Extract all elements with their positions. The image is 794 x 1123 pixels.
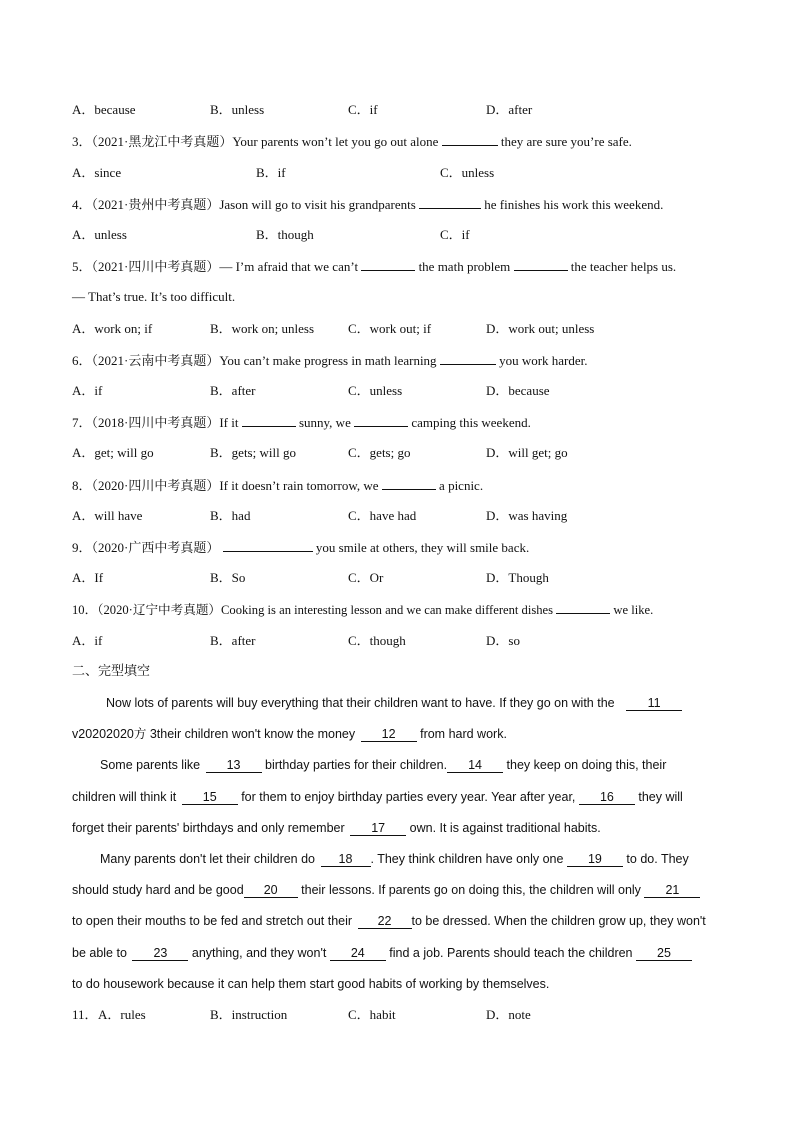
passage-line-5: forget their parents' birthdays and only remember 17 own. It is against traditional habits. xyxy=(72,821,601,835)
q10-blank xyxy=(556,601,610,614)
blank-19: 19 xyxy=(567,853,623,867)
q4-blank xyxy=(419,196,481,209)
q7-option-d: D．will get; go xyxy=(486,445,568,460)
q2-option-c: C．if xyxy=(348,102,378,117)
q4-option-a: A．unless xyxy=(72,227,127,242)
blank-16: 16 xyxy=(579,791,635,805)
blank-20: 20 xyxy=(244,884,298,898)
q7-option-b: B．gets; will go xyxy=(210,445,296,460)
blank-14: 14 xyxy=(447,759,503,773)
passage-line-6: Many parents don't let their children do 18 . They think children have only one 19 to do. They xyxy=(100,852,689,866)
q5-option-d: D．work out; unless xyxy=(486,321,595,336)
blank-23: 23 xyxy=(132,947,188,961)
blank-11: 11 xyxy=(626,697,682,711)
q5-stem: 5．（2021·四川中考真题）— I’m afraid that we can’t the math problem the teacher helps us. xyxy=(72,259,677,274)
q9-stem: 9．（2020·广西中考真题） you smile at others, they will smile back. xyxy=(72,540,530,555)
q5-dialogue-line: — That’s true. It’s too difficult. xyxy=(72,289,236,304)
q6-blank xyxy=(440,352,496,365)
q8-option-b: B．had xyxy=(210,508,251,523)
passage-line-4: children will think it 15 for them to enjoy birthday parties every year. Year after year, 16 they will xyxy=(72,790,683,804)
q11-option-a: A．rules xyxy=(98,1007,146,1022)
q9-option-d: D．Though xyxy=(486,570,549,585)
q4-stem: 4．（2021·贵州中考真题）Jason will go to visit his grandparents he finishes his work this weekend. xyxy=(72,197,664,212)
q8-option-a: A．will have xyxy=(72,508,143,523)
q7-option-c: C．gets; go xyxy=(348,445,411,460)
blank-24: 24 xyxy=(330,947,386,961)
q5-option-c: C．work out; if xyxy=(348,321,432,336)
q10-stem: 10．（2020·辽宁中考真题）Cooking is an interesting lesson and we can make different dishes we like. xyxy=(72,603,654,617)
q11-option-c: C．habit xyxy=(348,1007,396,1022)
blank-12: 12 xyxy=(361,728,417,742)
q7-option-a: A．get; will go xyxy=(72,445,154,460)
q3-stem: 3．（2021·黑龙江中考真题）Your parents won’t let you go out alone they are sure you’re safe. xyxy=(72,134,632,149)
blank-25: 25 xyxy=(636,947,692,961)
blank-22: 22 xyxy=(358,915,412,929)
q10-option-d: D．so xyxy=(486,633,520,648)
blank-17: 17 xyxy=(350,822,406,836)
passage-line-9: be able to 23 anything, and they won't 24 find a job. Parents should teach the children 25 xyxy=(72,945,692,961)
q9-blank xyxy=(223,539,313,552)
q8-blank xyxy=(382,477,436,490)
q10-option-a: A．if xyxy=(72,633,103,648)
q8-option-c: C．have had xyxy=(348,508,417,523)
passage-line-7: should study hard and be good 20 their lessons. If parents go on doing this, the children will only 21 xyxy=(72,882,700,898)
q7-blank-2 xyxy=(354,414,408,427)
q10-option-c: C．though xyxy=(348,633,406,648)
q11-number: 11． xyxy=(72,1007,98,1022)
blank-13: 13 xyxy=(206,759,262,773)
q7-blank-1 xyxy=(242,414,296,427)
q9-option-b: B．So xyxy=(210,570,246,585)
q3-blank xyxy=(442,133,498,146)
passage-line-3: Some parents like 13 birthday parties for their children. 14 they keep on doing this, their xyxy=(100,758,667,772)
q11-option-d: D．note xyxy=(486,1007,531,1022)
q6-option-a: A．if xyxy=(72,383,103,398)
q7-stem: 7．（2018·四川中考真题）If it sunny, we camping this weekend. xyxy=(72,415,531,430)
q5-option-b: B．work on; unless xyxy=(210,321,315,336)
q11-option-b: B．instruction xyxy=(210,1007,288,1022)
q6-option-b: B．after xyxy=(210,383,256,398)
q2-option-a: A．because xyxy=(72,102,136,117)
q6-option-c: C．unless xyxy=(348,383,403,398)
passage-line-1: Now lots of parents will buy everything that their children want to have. If they go on with the 11 xyxy=(106,695,682,711)
q8-option-d: D．was having xyxy=(486,508,568,523)
q4-option-b: B．though xyxy=(256,227,314,242)
q4-option-c: C．if xyxy=(440,227,470,242)
q5-option-a: A．work on; if xyxy=(72,321,153,336)
q5-blank-1 xyxy=(361,258,415,271)
passage-line-2: v20202020方 3their children won't know the money 12 from hard work. xyxy=(72,727,507,741)
section-title: 二、完型填空 xyxy=(72,664,151,679)
q3-option-b: B．if xyxy=(256,165,286,180)
q9-option-c: C．Or xyxy=(348,570,384,585)
q8-stem: 8．（2020·四川中考真题）If it doesn’t rain tomorrow, we a picnic. xyxy=(72,478,484,493)
q6-option-d: D．because xyxy=(486,383,550,398)
q2-option-d: D．after xyxy=(486,102,533,117)
passage-line-8: to open their mouths to be fed and stretch out their 22 to be dressed. When the children grow up, they won't xyxy=(72,914,706,928)
blank-18: 18 xyxy=(321,853,371,867)
q9-option-a: A．If xyxy=(72,570,104,585)
q6-stem: 6．（2021·云南中考真题）You can’t make progress in math learning you work harder. xyxy=(72,353,588,368)
blank-21: 21 xyxy=(644,884,700,898)
blank-15: 15 xyxy=(182,791,238,805)
passage-line-10: to do housework because it can help them start good habits of working by themselves. xyxy=(72,977,550,991)
q2-option-b: B．unless xyxy=(210,102,265,117)
q5-blank-2 xyxy=(514,258,568,271)
q10-option-b: B．after xyxy=(210,633,256,648)
q3-option-c: C．unless xyxy=(440,165,495,180)
q3-option-a: A．since xyxy=(72,165,122,180)
